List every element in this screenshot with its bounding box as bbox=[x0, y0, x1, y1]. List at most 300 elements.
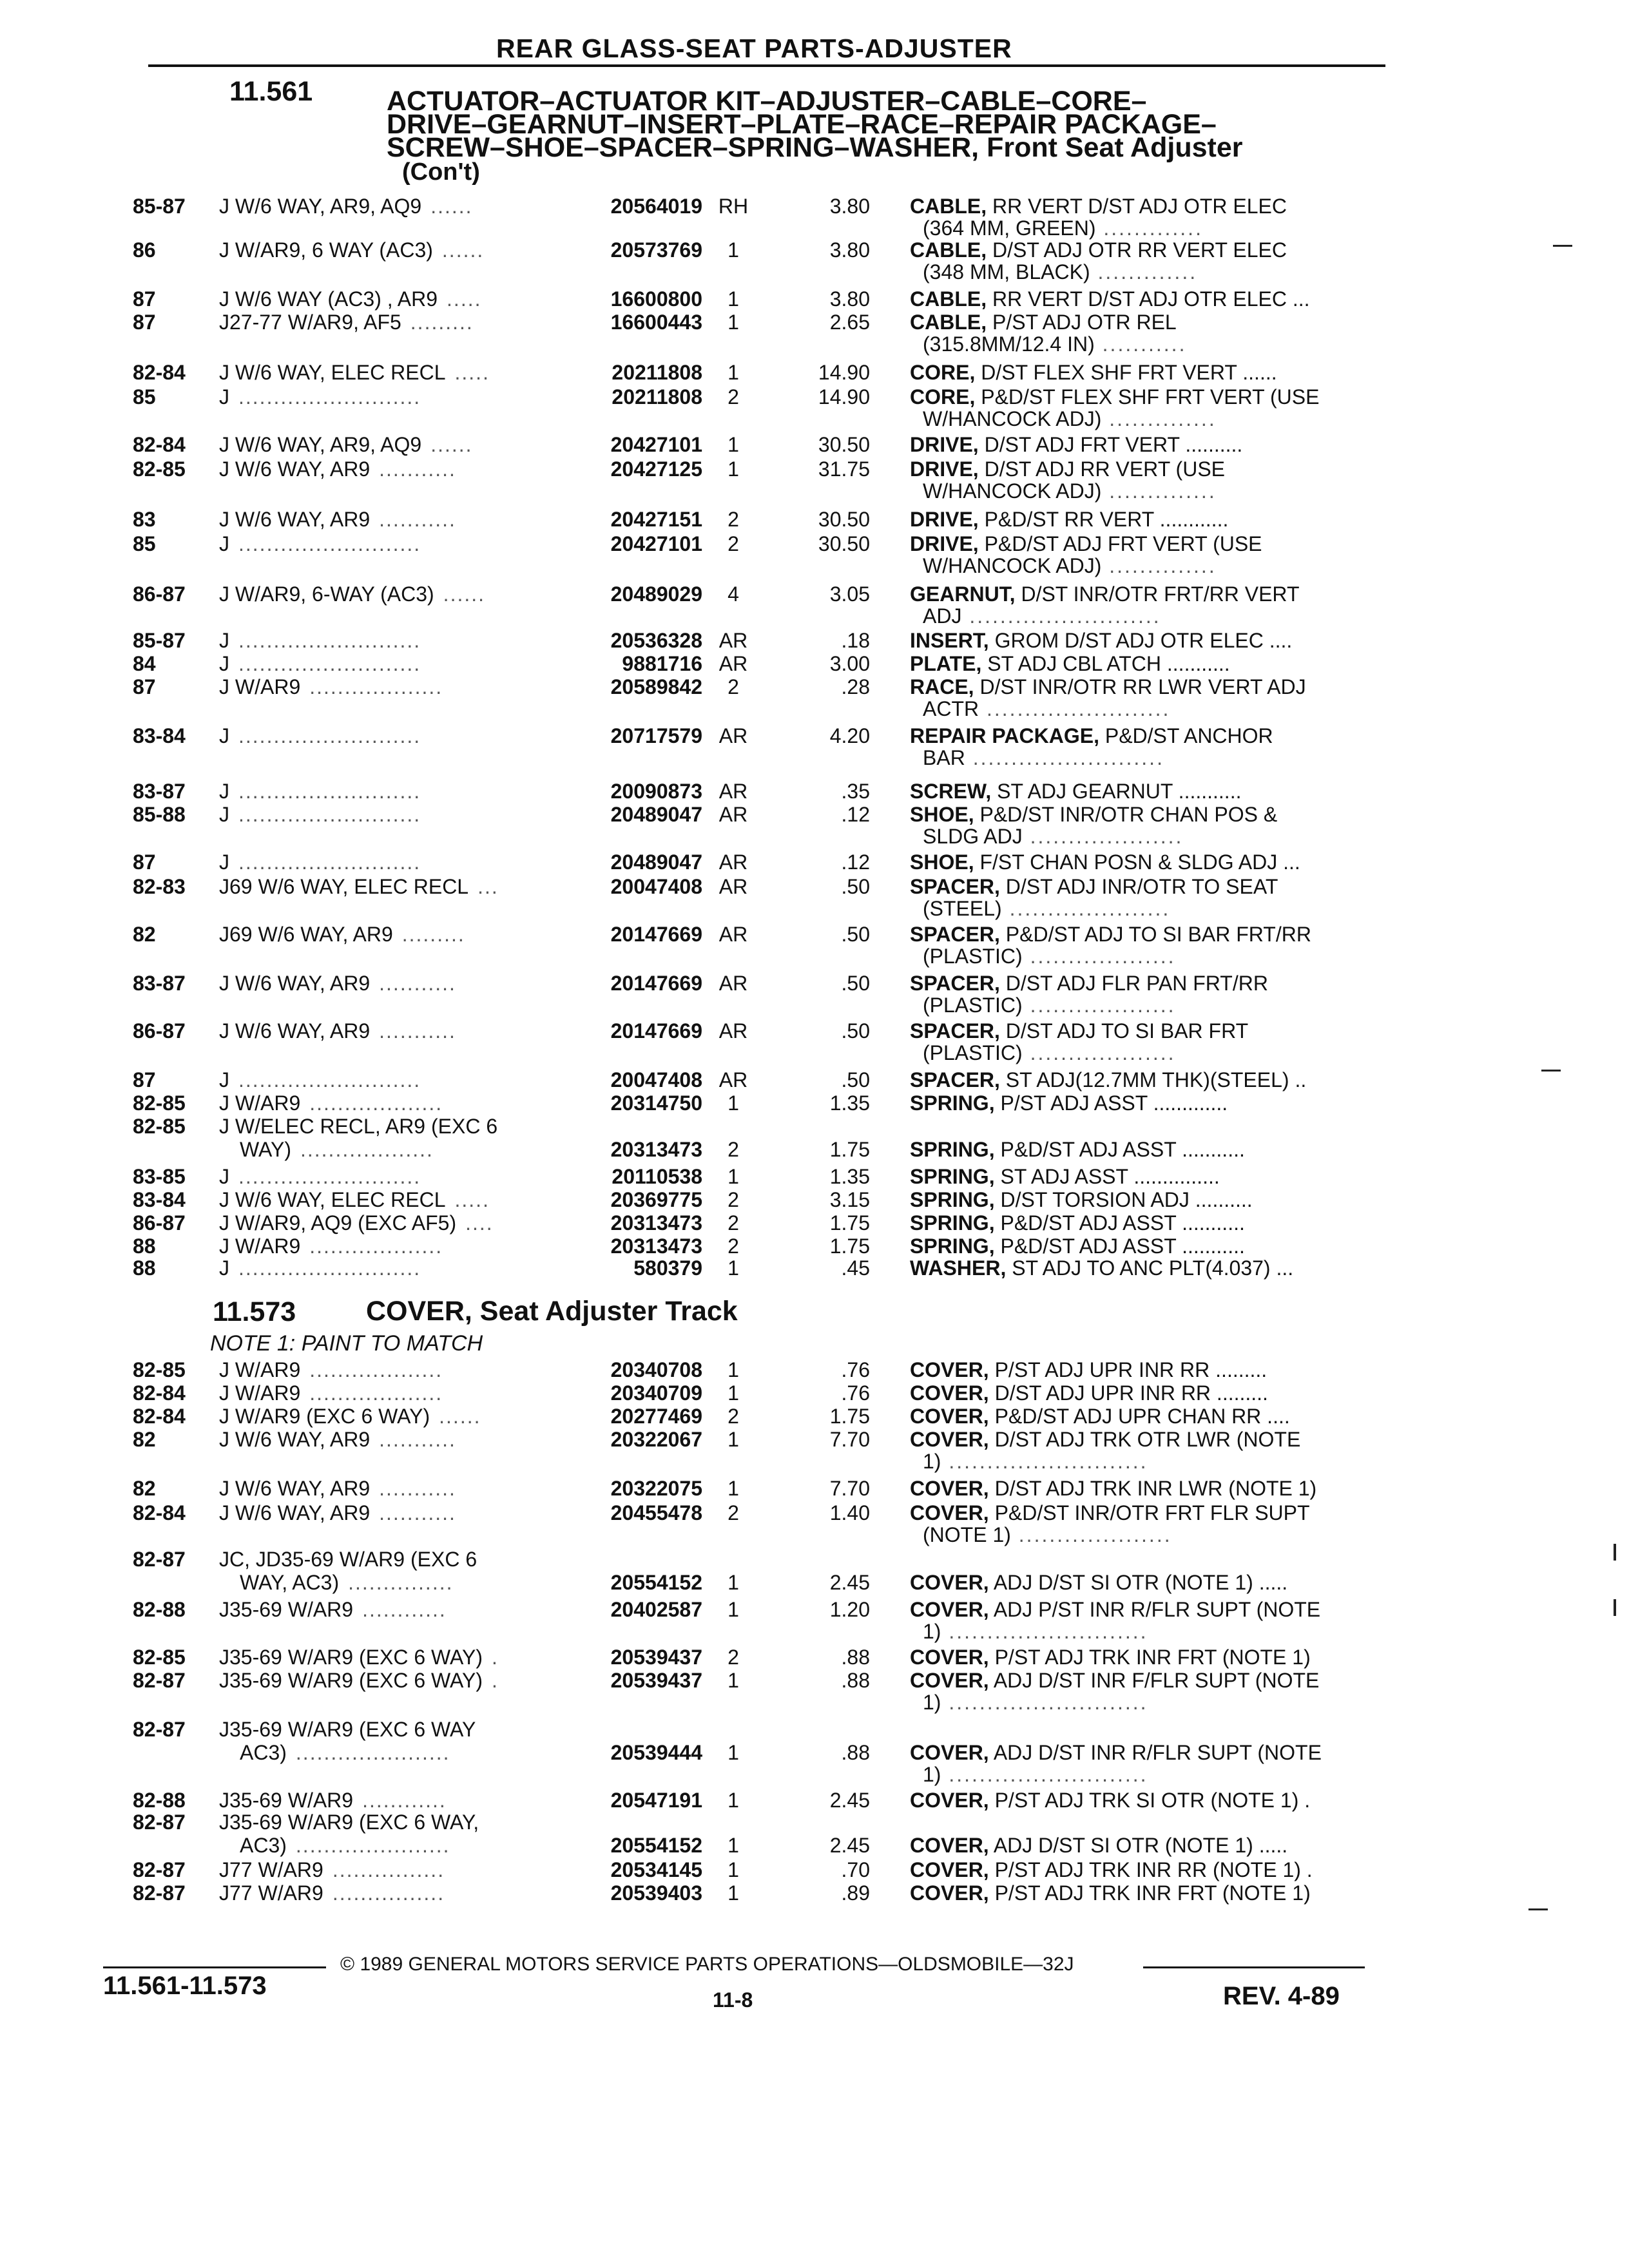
part-description-text: D/ST ADJ TRK INR LWR (NOTE 1) bbox=[994, 1477, 1317, 1500]
price: .76 bbox=[841, 1358, 870, 1381]
section-title-line-1: ACTUATOR–ACTUATOR KIT–ADJUSTER–CABLE–CORE– bbox=[387, 86, 1147, 117]
leader-dots-decoration: .......................... bbox=[941, 1450, 1148, 1473]
part-description-text: P&D/ST ADJ ASST ........... bbox=[1000, 1235, 1245, 1258]
model-year: 82-87 bbox=[133, 1718, 186, 1741]
price: .88 bbox=[841, 1669, 870, 1692]
part-number: 20211808 bbox=[612, 361, 702, 384]
leader-dots: .......................... bbox=[238, 385, 421, 408]
part-number: 20573769 bbox=[610, 238, 702, 262]
part-number: 20047408 bbox=[610, 875, 702, 898]
part-description-text: P&D/ST INR/OTR CHAN POS & bbox=[979, 803, 1278, 826]
part-number: 20147669 bbox=[610, 923, 702, 946]
part-number: 20427101 bbox=[610, 433, 702, 456]
part-description-text: D/ST ADJ UPR INR RR ......... bbox=[994, 1381, 1268, 1405]
part-name: REPAIR PACKAGE, bbox=[910, 724, 1099, 747]
model-year: 85-88 bbox=[133, 803, 186, 826]
part-description bbox=[910, 724, 1273, 748]
table-row bbox=[0, 385, 1629, 430]
part-description bbox=[910, 1477, 1316, 1501]
part-name: SPRING, bbox=[910, 1188, 995, 1211]
quantity: 1 bbox=[728, 1381, 739, 1405]
price: 1.75 bbox=[829, 1405, 870, 1428]
part-name: COVER, bbox=[910, 1834, 989, 1857]
model-year: 82-84 bbox=[133, 361, 186, 384]
quantity: RH bbox=[718, 195, 749, 218]
part-description-text: GROM D/ST ADJ OTR ELEC .... bbox=[994, 629, 1293, 652]
leader-dots-decoration: ......................... bbox=[965, 746, 1164, 769]
price: .88 bbox=[841, 1646, 870, 1669]
model-year: 82-83 bbox=[133, 875, 186, 898]
part-description-text: P&D/ST FLEX SHF FRT VERT (USE bbox=[981, 385, 1320, 408]
part-name: SHOE, bbox=[910, 803, 974, 826]
quantity: 1 bbox=[728, 287, 739, 311]
part-description-text: D/ST ADJ FRT VERT .......... bbox=[984, 433, 1243, 456]
table-row bbox=[0, 1068, 1629, 1094]
part-name: SHOE, bbox=[910, 850, 974, 874]
leader-dots-decoration: ......................... bbox=[961, 604, 1161, 628]
leader-dots: ................... bbox=[309, 675, 443, 698]
price: 3.80 bbox=[829, 195, 870, 218]
margin-mark bbox=[1614, 1599, 1616, 1616]
leader-dots: .......................... bbox=[238, 780, 421, 803]
price: .50 bbox=[841, 923, 870, 946]
quantity: 2 bbox=[728, 385, 739, 408]
part-description bbox=[910, 1669, 1319, 1693]
part-description-text: ST ADJ GEARNUT ........... bbox=[997, 780, 1242, 803]
part-number: 20539403 bbox=[610, 1881, 702, 1905]
table-row bbox=[0, 1501, 1629, 1546]
model-usage: J W/6 WAY (AC3) , AR9 bbox=[219, 287, 438, 311]
part-description-text: P/ST ADJ UPR INR RR ......... bbox=[994, 1358, 1268, 1381]
leader-dots: .......................... bbox=[238, 1068, 421, 1091]
model-usage: J W/6 WAY, AR9 bbox=[219, 1477, 371, 1500]
part-description-text: D/ST ADJ FLR PAN FRT/RR bbox=[1005, 972, 1268, 995]
part-description-line-2 bbox=[923, 604, 1161, 628]
part-description-continued: (STEEL) bbox=[923, 897, 1002, 920]
table-row bbox=[0, 1477, 1629, 1503]
leader-dots: .......................... bbox=[238, 1165, 421, 1188]
model-year: 88 bbox=[133, 1235, 156, 1258]
model-year: 85-87 bbox=[133, 629, 186, 652]
price: .70 bbox=[841, 1858, 870, 1881]
part-name: CORE, bbox=[910, 361, 976, 384]
quantity: AR bbox=[718, 850, 748, 874]
price: 1.75 bbox=[829, 1235, 870, 1258]
model-usage: J W/AR9 bbox=[219, 1358, 301, 1381]
table-row bbox=[0, 923, 1629, 968]
part-description-continued: (364 MM, GREEN) bbox=[923, 216, 1096, 240]
margin-mark bbox=[1541, 1070, 1561, 1072]
part-description-text: ADJ D/ST SI OTR (NOTE 1) ..... bbox=[993, 1834, 1288, 1857]
table-row bbox=[0, 1115, 1629, 1161]
table-row bbox=[0, 311, 1629, 356]
model-usage-continued: WAY) bbox=[240, 1138, 291, 1161]
footer-rule-right bbox=[1143, 1966, 1365, 1968]
price: 7.70 bbox=[829, 1477, 870, 1500]
model-usage: J W/6 WAY, AR9, AQ9 bbox=[219, 433, 422, 456]
quantity: 1 bbox=[728, 1571, 739, 1594]
part-description bbox=[910, 1091, 1228, 1115]
part-description-text: ST ADJ ASST ............... bbox=[1000, 1165, 1220, 1188]
model-year: 82 bbox=[133, 1428, 156, 1451]
quantity: AR bbox=[718, 1068, 748, 1091]
part-number: 20564019 bbox=[610, 195, 702, 218]
leader-dots-decoration: ................... bbox=[1022, 945, 1176, 968]
model-usage: J W/AR9 bbox=[219, 1091, 301, 1115]
part-number: 20110538 bbox=[612, 1165, 702, 1188]
part-description-text: P/ST ADJ TRK SI OTR (NOTE 1) . bbox=[994, 1789, 1311, 1812]
part-description bbox=[910, 1256, 1293, 1280]
part-number: 20547191 bbox=[610, 1789, 702, 1812]
price: 3.80 bbox=[829, 238, 870, 262]
model-usage: J bbox=[219, 1165, 229, 1188]
part-description bbox=[910, 652, 1230, 676]
table-row bbox=[0, 1381, 1629, 1407]
model-year: 82-84 bbox=[133, 433, 186, 456]
part-name: SPRING, bbox=[910, 1138, 995, 1161]
leader-dots: ............ bbox=[362, 1598, 447, 1621]
model-usage: J W/ELEC RECL, AR9 (EXC 6 bbox=[219, 1115, 498, 1138]
part-number: 20427151 bbox=[610, 508, 702, 531]
leader-dots: ................... bbox=[309, 1358, 443, 1381]
model-usage: J69 W/6 WAY, AR9 bbox=[219, 923, 393, 946]
part-number: 20322067 bbox=[610, 1428, 702, 1451]
model-year: 82-85 bbox=[133, 1358, 186, 1381]
part-description bbox=[910, 1381, 1268, 1405]
quantity: 1 bbox=[728, 1256, 739, 1280]
part-description-continued: (PLASTIC) bbox=[923, 945, 1023, 968]
part-name: DRIVE, bbox=[910, 457, 979, 481]
quantity: 1 bbox=[728, 238, 739, 262]
part-description-text: P&D/ST ANCHOR bbox=[1104, 724, 1273, 747]
model-year: 86 bbox=[133, 238, 156, 262]
model-year: 85-87 bbox=[133, 195, 186, 218]
quantity: 1 bbox=[728, 1598, 739, 1621]
part-number: 20489047 bbox=[610, 850, 702, 874]
part-name: SCREW, bbox=[910, 780, 992, 803]
model-usage: J W/6 WAY, AR9 bbox=[219, 1501, 371, 1524]
part-number: 20402587 bbox=[610, 1598, 702, 1621]
model-year: 87 bbox=[133, 675, 156, 698]
part-description-line-2 bbox=[923, 479, 1217, 503]
leader-dots: ...... bbox=[430, 195, 473, 218]
quantity: 2 bbox=[728, 1646, 739, 1669]
part-number: 20147669 bbox=[610, 1019, 702, 1043]
leader-dots: . bbox=[491, 1669, 499, 1692]
leader-dots: .... bbox=[465, 1211, 494, 1235]
model-year: 82-87 bbox=[133, 1811, 186, 1834]
part-number: 20322075 bbox=[610, 1477, 702, 1500]
part-description-text: ADJ D/ST SI OTR (NOTE 1) ..... bbox=[993, 1571, 1288, 1594]
part-description bbox=[910, 532, 1262, 556]
table-row bbox=[0, 675, 1629, 720]
part-name: INSERT, bbox=[910, 629, 989, 652]
leader-dots: ............ bbox=[362, 1789, 447, 1812]
leader-dots: ............... bbox=[348, 1571, 454, 1594]
table-row bbox=[0, 972, 1629, 1017]
part-description-text: D/ST INR/OTR RR LWR VERT ADJ bbox=[979, 675, 1306, 698]
model-usage: J W/6 WAY, AR9 bbox=[219, 508, 371, 531]
part-name: COVER, bbox=[910, 1858, 989, 1881]
quantity: 2 bbox=[728, 1188, 739, 1211]
leader-dots: ...... bbox=[443, 582, 486, 606]
part-number: 20313473 bbox=[610, 1211, 702, 1235]
table-row bbox=[0, 1881, 1629, 1907]
table-row bbox=[0, 1858, 1629, 1884]
part-description-text: F/ST CHAN POSN & SLDG ADJ ... bbox=[979, 850, 1300, 874]
price: .45 bbox=[841, 1256, 870, 1280]
part-name: SPACER, bbox=[910, 1019, 1000, 1043]
quantity: 1 bbox=[728, 1669, 739, 1692]
quantity: AR bbox=[718, 923, 748, 946]
part-number: 20489047 bbox=[610, 803, 702, 826]
part-name: CABLE, bbox=[910, 238, 987, 262]
part-description bbox=[910, 1789, 1310, 1812]
part-number: 20489029 bbox=[610, 582, 702, 606]
quantity: AR bbox=[718, 803, 748, 826]
model-year: 88 bbox=[133, 1256, 156, 1280]
price: .18 bbox=[841, 629, 870, 652]
table-row bbox=[0, 780, 1629, 805]
part-name: CABLE, bbox=[910, 311, 987, 334]
part-number: 20717579 bbox=[610, 724, 702, 747]
model-year: 82-84 bbox=[133, 1381, 186, 1405]
part-name: COVER, bbox=[910, 1789, 989, 1812]
part-name: COVER, bbox=[910, 1405, 989, 1428]
part-description-line-2 bbox=[923, 1620, 1148, 1644]
model-year: 83-85 bbox=[133, 1165, 186, 1188]
model-year: 82-87 bbox=[133, 1548, 186, 1571]
part-description-text: RR VERT D/ST ADJ OTR ELEC ... bbox=[992, 287, 1310, 311]
leader-dots: ........... bbox=[379, 1501, 456, 1524]
part-description bbox=[910, 287, 1310, 311]
leader-dots-decoration: .............. bbox=[1101, 407, 1217, 430]
leader-dots: ...... bbox=[441, 238, 485, 262]
part-number: 20277469 bbox=[610, 1405, 702, 1428]
quantity: 2 bbox=[728, 1405, 739, 1428]
part-description-continued: ACTR bbox=[923, 697, 979, 720]
quantity: 1 bbox=[728, 311, 739, 334]
price: 7.70 bbox=[829, 1428, 870, 1451]
part-description-continued: BAR bbox=[923, 746, 965, 769]
part-name: COVER, bbox=[910, 1598, 989, 1621]
page-header-title: REAR GLASS-SEAT PARTS-ADJUSTER bbox=[496, 34, 1012, 63]
model-year: 82-87 bbox=[133, 1881, 186, 1905]
part-description-text: P&D/ST INR/OTR FRT FLR SUPT bbox=[994, 1501, 1310, 1524]
part-description-text: ADJ P/ST INR R/FLR SUPT (NOTE bbox=[993, 1598, 1321, 1621]
price: 3.15 bbox=[829, 1188, 870, 1211]
leader-dots: ..... bbox=[447, 287, 482, 311]
price: 14.90 bbox=[818, 361, 870, 384]
part-description-line-2 bbox=[923, 332, 1186, 356]
price: 2.45 bbox=[829, 1571, 870, 1594]
part-name: CORE, bbox=[910, 385, 976, 408]
part-description bbox=[910, 508, 1228, 532]
table-row bbox=[0, 629, 1629, 655]
model-year: 83-84 bbox=[133, 724, 186, 747]
table-row bbox=[0, 1548, 1629, 1594]
quantity: AR bbox=[718, 1019, 748, 1043]
part-description bbox=[910, 803, 1277, 827]
model-usage: J W/AR9 (EXC 6 WAY) bbox=[219, 1405, 430, 1428]
part-description bbox=[910, 361, 1277, 385]
part-description-text: P/ST ADJ TRK INR FRT (NOTE 1) bbox=[994, 1881, 1311, 1905]
part-description-continued: 1) bbox=[923, 1763, 941, 1786]
part-description-continued: (PLASTIC) bbox=[923, 1041, 1023, 1064]
model-usage: J bbox=[219, 780, 229, 803]
model-year: 82-88 bbox=[133, 1598, 186, 1621]
model-usage: J bbox=[219, 1256, 229, 1280]
leader-dots: ................... bbox=[300, 1138, 434, 1161]
part-number: 580379 bbox=[633, 1256, 702, 1280]
price: .35 bbox=[841, 780, 870, 803]
part-description-line-2 bbox=[923, 554, 1217, 578]
table-row bbox=[0, 1188, 1629, 1214]
part-description-line-2 bbox=[923, 1450, 1148, 1474]
leader-dots: .......................... bbox=[238, 652, 421, 675]
part-number: 20554152 bbox=[610, 1834, 702, 1857]
part-description bbox=[910, 1165, 1220, 1189]
leader-dots: ................... bbox=[309, 1381, 443, 1405]
model-usage: J35-69 W/AR9 (EXC 6 WAY bbox=[219, 1718, 476, 1741]
part-name: COVER, bbox=[910, 1881, 989, 1905]
leader-dots-decoration: .......................... bbox=[941, 1691, 1148, 1714]
part-description-text: P&D/ST ADJ ASST ........... bbox=[1000, 1211, 1245, 1235]
model-usage-continued: AC3) bbox=[240, 1834, 287, 1857]
model-year: 82-87 bbox=[133, 1858, 186, 1881]
table-row bbox=[0, 1428, 1629, 1473]
leader-dots-decoration: .......................... bbox=[941, 1763, 1148, 1786]
section-number-2: 11.573 bbox=[213, 1296, 296, 1327]
quantity: 1 bbox=[728, 457, 739, 481]
price: .76 bbox=[841, 1381, 870, 1405]
table-row bbox=[0, 1019, 1629, 1064]
part-name: COVER, bbox=[910, 1428, 989, 1451]
part-description bbox=[910, 433, 1242, 457]
part-description-line-2 bbox=[923, 1691, 1148, 1715]
table-row bbox=[0, 1669, 1629, 1714]
price: 2.45 bbox=[829, 1834, 870, 1857]
price: .88 bbox=[841, 1741, 870, 1764]
model-usage: J W/AR9, AQ9 (EXC AF5) bbox=[219, 1211, 457, 1235]
quantity: 4 bbox=[728, 582, 739, 606]
table-row bbox=[0, 238, 1629, 284]
leader-dots-decoration: .............. bbox=[1101, 479, 1217, 503]
margin-mark bbox=[1528, 1908, 1548, 1910]
model-year: 84 bbox=[133, 652, 156, 675]
leader-dots-decoration: ................... bbox=[1022, 1041, 1176, 1064]
price: .12 bbox=[841, 803, 870, 826]
model-usage: J W/6 WAY, AR9 bbox=[219, 1428, 371, 1451]
part-description-text: D/ST ADJ INR/OTR TO SEAT bbox=[1005, 875, 1278, 898]
price: 30.50 bbox=[818, 433, 870, 456]
part-description-continued: 1) bbox=[923, 1620, 941, 1643]
quantity: AR bbox=[718, 629, 748, 652]
part-number: 20539437 bbox=[610, 1669, 702, 1692]
part-number: 20047408 bbox=[610, 1068, 702, 1091]
quantity: 1 bbox=[728, 1834, 739, 1857]
part-number: 20455478 bbox=[610, 1501, 702, 1524]
part-description bbox=[910, 311, 1177, 334]
part-description bbox=[910, 1138, 1245, 1162]
part-description bbox=[910, 457, 1225, 481]
part-number: 20539437 bbox=[610, 1646, 702, 1669]
quantity: AR bbox=[718, 972, 748, 995]
quantity: 1 bbox=[728, 1881, 739, 1905]
leader-dots-decoration: ................... bbox=[1022, 994, 1176, 1017]
quantity: 1 bbox=[728, 1477, 739, 1500]
model-usage: J77 W/AR9 bbox=[219, 1881, 323, 1905]
price: 3.80 bbox=[829, 287, 870, 311]
part-description-line-2 bbox=[923, 216, 1203, 240]
part-number: 20147669 bbox=[610, 972, 702, 995]
part-description-line-2 bbox=[923, 746, 1164, 770]
model-year: 85 bbox=[133, 385, 156, 408]
part-description-continued: (315.8MM/12.4 IN) bbox=[923, 332, 1095, 356]
part-description-text: D/ST FLEX SHF FRT VERT ...... bbox=[981, 361, 1277, 384]
price: .50 bbox=[841, 875, 870, 898]
quantity: 1 bbox=[728, 433, 739, 456]
part-number: 20554152 bbox=[610, 1571, 702, 1594]
part-description-line-2 bbox=[923, 994, 1176, 1017]
section-number: 11.561 bbox=[229, 76, 313, 107]
quantity: 2 bbox=[728, 508, 739, 531]
part-description-text: RR VERT D/ST ADJ OTR ELEC bbox=[992, 195, 1287, 218]
part-description bbox=[910, 875, 1278, 899]
part-name: COVER, bbox=[910, 1358, 989, 1381]
part-description bbox=[910, 385, 1319, 409]
leader-dots: ...................... bbox=[295, 1834, 450, 1857]
part-description-text: D/ST INR/OTR FRT/RR VERT bbox=[1021, 582, 1300, 606]
model-usage: J35-69 W/AR9 (EXC 6 WAY) bbox=[219, 1646, 483, 1669]
leader-dots: ................ bbox=[332, 1858, 445, 1881]
table-row bbox=[0, 457, 1629, 503]
model-usage: J35-69 W/AR9 (EXC 6 WAY, bbox=[219, 1811, 479, 1834]
price: .12 bbox=[841, 850, 870, 874]
part-number: 20090873 bbox=[610, 780, 702, 803]
price: .50 bbox=[841, 1019, 870, 1043]
model-usage: J W/6 WAY, AR9 bbox=[219, 1019, 371, 1043]
model-usage: J bbox=[219, 385, 229, 408]
quantity: AR bbox=[718, 724, 748, 747]
model-usage: J W/6 WAY, ELEC RECL bbox=[219, 361, 446, 384]
part-number: 16600800 bbox=[610, 287, 702, 311]
model-year: 86-87 bbox=[133, 582, 186, 606]
part-description-continued: (PLASTIC) bbox=[923, 994, 1023, 1017]
part-number: 20534145 bbox=[610, 1858, 702, 1881]
table-row bbox=[0, 1256, 1629, 1282]
price: .50 bbox=[841, 1068, 870, 1091]
leader-dots: ........... bbox=[379, 1428, 456, 1451]
quantity: 2 bbox=[728, 532, 739, 555]
model-year: 82 bbox=[133, 1477, 156, 1500]
part-number: 9881716 bbox=[622, 652, 702, 675]
part-description-continued: W/HANCOCK ADJ) bbox=[923, 479, 1102, 503]
part-description bbox=[910, 1598, 1320, 1622]
quantity: 2 bbox=[728, 675, 739, 698]
model-usage: J bbox=[219, 652, 229, 675]
part-description bbox=[910, 675, 1306, 699]
part-description-line-2 bbox=[923, 260, 1197, 284]
part-number: 20340709 bbox=[610, 1381, 702, 1405]
header-rule bbox=[148, 64, 1385, 67]
part-description bbox=[910, 1019, 1248, 1043]
price: .28 bbox=[841, 675, 870, 698]
model-usage: JC, JD35-69 W/AR9 (EXC 6 bbox=[219, 1548, 477, 1571]
table-row bbox=[0, 582, 1629, 628]
margin-mark bbox=[1614, 1544, 1616, 1561]
leader-dots: ..... bbox=[454, 1188, 490, 1211]
